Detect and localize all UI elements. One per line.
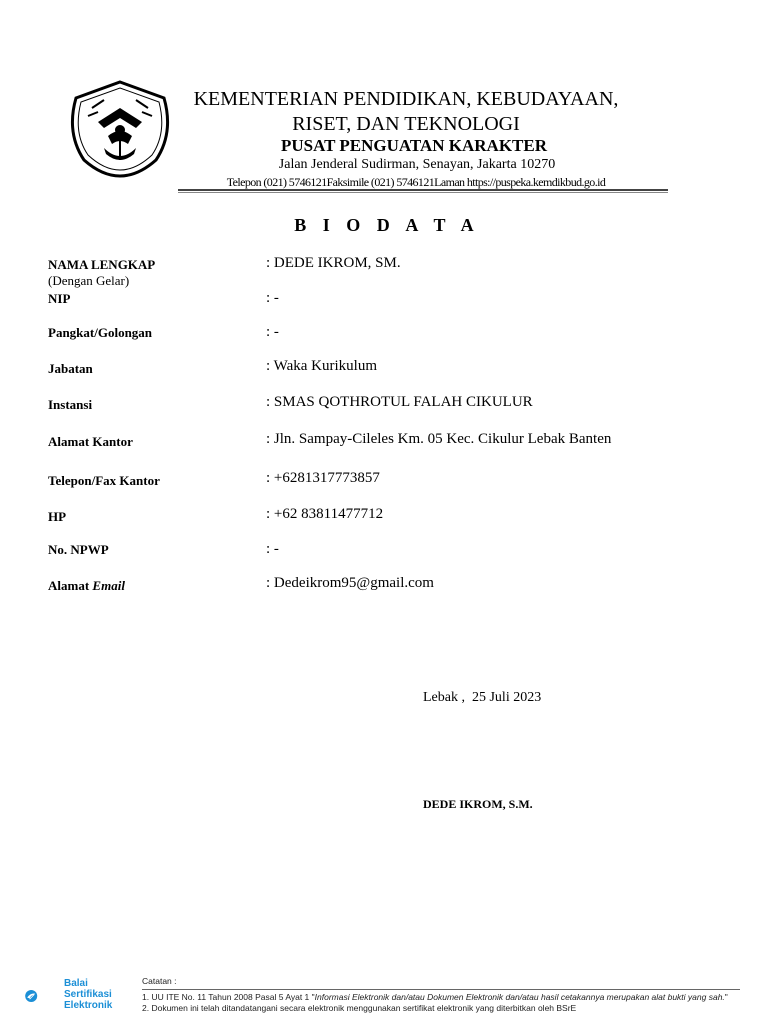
field-label: Pangkat/Golongan	[48, 325, 153, 340]
footer-notes	[142, 976, 762, 1014]
unit-name: PUSAT PENGUATAN KARAKTER	[280, 136, 548, 155]
notes-divider	[142, 989, 740, 990]
field-value: : -	[266, 290, 279, 306]
field-value: : +62 83811477712	[266, 506, 384, 522]
field-value: : DEDE IKROM, SM.	[266, 255, 401, 271]
field-label-italic: Email	[92, 578, 125, 593]
bsre-label	[64, 978, 112, 1011]
field-value: : +6281317773857	[266, 470, 380, 486]
header-divider-thin	[178, 192, 668, 193]
header-divider	[178, 189, 668, 191]
contact-info: Telepon (021) 5746121Faksimile (021) 5746121Laman https://puspeka.kemdikbud.go.id	[226, 175, 606, 189]
field-value: : Dedeikrom95@gmail.com	[266, 575, 434, 591]
field-label: No. NPWP	[48, 542, 109, 557]
field-label: Telepon/Fax Kantor	[48, 473, 160, 488]
field-value: : Waka Kurikulum	[266, 358, 377, 374]
note-2: 2. Dokumen ini telah ditandatangani secara elektronik menggunakan sertifikat elektronik yang diterbitkan oleh BSrE	[142, 1003, 577, 1013]
field-value: : -	[266, 541, 279, 557]
bsre-line3: Elektronik	[64, 1000, 113, 1011]
bsre-logo-icon	[24, 978, 64, 1014]
signer-name: DEDE IKROM, S.M.	[423, 797, 533, 811]
notes-title: Catatan :	[142, 976, 177, 986]
ministry-name-line2: RISET, DAN TEKNOLOGI	[292, 113, 520, 135]
field-label: HP	[48, 509, 67, 524]
note-1	[142, 992, 762, 1003]
field-sublabel: (Dengan Gelar)	[48, 273, 130, 288]
field-label: Alamat Kantor	[48, 434, 133, 449]
ministry-name-line1: KEMENTERIAN PENDIDIKAN, KEBUDAYAAN,	[193, 88, 619, 110]
document-title: B I O D A T A	[294, 215, 480, 235]
note-1-suffix: "	[724, 992, 728, 1002]
field-label: NIP	[48, 291, 71, 306]
field-value: : SMAS QOTHROTUL FALAH CIKULUR	[266, 394, 533, 410]
field-label: Jabatan	[48, 361, 93, 376]
field-label: NAMA LENGKAP	[48, 257, 156, 272]
field-label: Instansi	[48, 397, 93, 412]
note-1-prefix: 1. UU ITE No. 11 Tahun 2008 Pasal 5 Ayat 1 "	[142, 992, 315, 1002]
bsre-line1: Balai	[64, 978, 88, 989]
note-1-quote: Informasi Elektronik dan/atau Dokumen Elektronik dan/atau hasil cetakannya merupakan alat bukti yang sah.	[314, 992, 725, 1002]
field-value: : Jln. Sampay-Cileles Km. 05 Kec. Cikulur Lebak Banten	[266, 431, 612, 447]
field-value: : -	[266, 324, 279, 340]
place-date: Lebak , 25 Juli 2023	[423, 690, 542, 705]
field-label-text: Alamat	[48, 578, 90, 593]
address: Jalan Jenderal Sudirman, Senayan, Jakarta 10270	[278, 157, 556, 172]
field-label	[48, 578, 125, 594]
bsre-line2: Sertifikasi	[64, 989, 112, 1000]
